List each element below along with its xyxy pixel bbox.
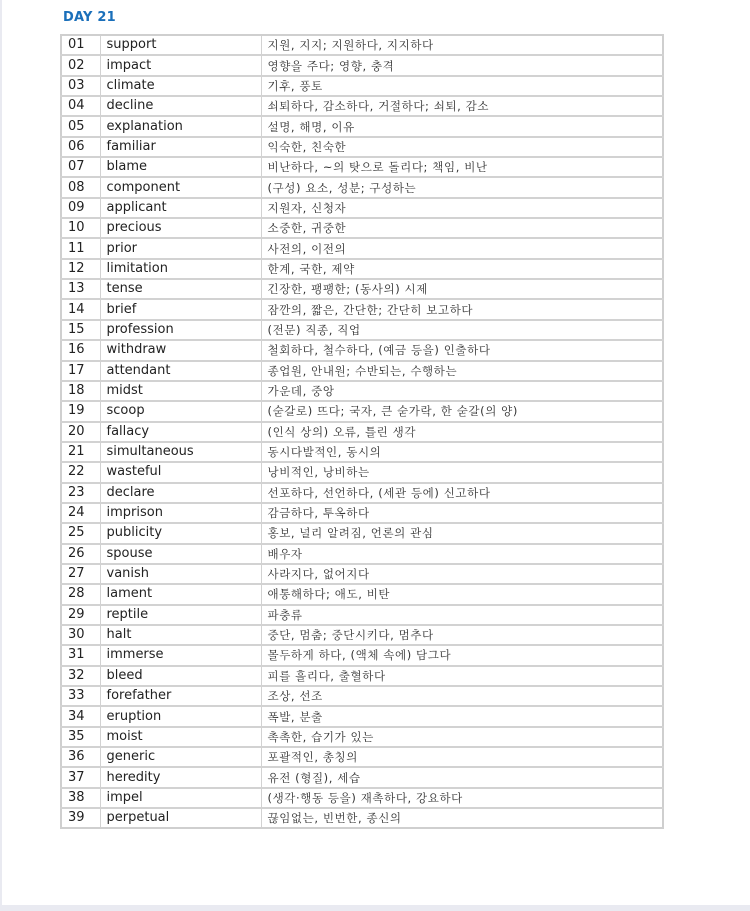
- korean-meaning: 낭비적인, 낭비하는: [261, 462, 663, 482]
- english-word: spouse: [100, 544, 261, 564]
- korean-meaning: 가운데, 중앙: [261, 381, 663, 401]
- korean-meaning: 포괄적인, 총칭의: [261, 747, 663, 767]
- korean-meaning: 사전의, 이전의: [261, 238, 663, 258]
- row-number: 35: [61, 727, 100, 747]
- row-number: 32: [61, 666, 100, 686]
- table-row: [61, 381, 663, 401]
- korean-meaning: 애통해하다; 애도, 비탄: [261, 584, 663, 604]
- table-row: [61, 137, 663, 157]
- row-number: 18: [61, 381, 100, 401]
- table-row: [61, 76, 663, 96]
- korean-meaning: 잠깐의, 짧은, 간단한; 간단히 보고하다: [261, 299, 663, 319]
- korean-meaning: 비난하다, ~의 탓으로 돌리다; 책임, 비난: [261, 157, 663, 177]
- row-number: 11: [61, 238, 100, 258]
- row-number: 05: [61, 116, 100, 136]
- korean-meaning: (숟갈로) 뜨다; 국자, 큰 숟가락, 한 숟갈(의 양): [261, 401, 663, 421]
- english-word: fallacy: [100, 422, 261, 442]
- table-row: [61, 35, 663, 55]
- row-number: 33: [61, 686, 100, 706]
- row-number: 21: [61, 442, 100, 462]
- korean-meaning: (구성) 요소, 성분; 구성하는: [261, 177, 663, 197]
- table-row: [61, 422, 663, 442]
- table-row: [61, 442, 663, 462]
- table-row: [61, 361, 663, 381]
- row-number: 31: [61, 645, 100, 665]
- korean-meaning: 지원자, 신청자: [261, 198, 663, 218]
- row-number: 34: [61, 706, 100, 726]
- korean-meaning: 영향을 주다; 영향, 충격: [261, 55, 663, 75]
- table-row: [61, 177, 663, 197]
- korean-meaning: 긴장한, 팽팽한; (동사의) 시제: [261, 279, 663, 299]
- row-number: 14: [61, 299, 100, 319]
- english-word: blame: [100, 157, 261, 177]
- table-row: [61, 483, 663, 503]
- korean-meaning: 한계, 국한, 제약: [261, 259, 663, 279]
- english-word: impel: [100, 788, 261, 808]
- english-word: vanish: [100, 564, 261, 584]
- korean-meaning: 폭발, 분출: [261, 706, 663, 726]
- row-number: 25: [61, 523, 100, 543]
- table-row: [61, 279, 663, 299]
- english-word: support: [100, 35, 261, 55]
- row-number: 07: [61, 157, 100, 177]
- english-word: scoop: [100, 401, 261, 421]
- korean-meaning: 조상, 선조: [261, 686, 663, 706]
- table-row: [61, 544, 663, 564]
- english-word: applicant: [100, 198, 261, 218]
- english-word: tense: [100, 279, 261, 299]
- english-word: heredity: [100, 767, 261, 787]
- english-word: midst: [100, 381, 261, 401]
- table-row: [61, 462, 663, 482]
- korean-meaning: 배우자: [261, 544, 663, 564]
- document-page: [2, 0, 750, 905]
- korean-meaning: 유전 (형질), 세습: [261, 767, 663, 787]
- korean-meaning: (생각·행동 등을) 재촉하다, 강요하다: [261, 788, 663, 808]
- row-number: 39: [61, 808, 100, 828]
- korean-meaning: 피를 흘리다, 출혈하다: [261, 666, 663, 686]
- row-number: 27: [61, 564, 100, 584]
- row-number: 09: [61, 198, 100, 218]
- row-number: 01: [61, 35, 100, 55]
- english-word: climate: [100, 76, 261, 96]
- table-row: [61, 767, 663, 787]
- table-row: [61, 523, 663, 543]
- korean-meaning: 파충류: [261, 605, 663, 625]
- table-row: [61, 238, 663, 258]
- english-word: imprison: [100, 503, 261, 523]
- table-row: [61, 727, 663, 747]
- table-row: [61, 218, 663, 238]
- table-row: [61, 666, 663, 686]
- english-word: profession: [100, 320, 261, 340]
- korean-meaning: 중단, 멈춤; 중단시키다, 멈추다: [261, 625, 663, 645]
- korean-meaning: 동시다발적인, 동시의: [261, 442, 663, 462]
- korean-meaning: 지원, 지지; 지원하다, 지지하다: [261, 35, 663, 55]
- korean-meaning: 철회하다, 철수하다, (예금 등을) 인출하다: [261, 340, 663, 360]
- english-word: lament: [100, 584, 261, 604]
- table-row: [61, 503, 663, 523]
- row-number: 04: [61, 96, 100, 116]
- english-word: wasteful: [100, 462, 261, 482]
- row-number: 16: [61, 340, 100, 360]
- table-row: [61, 96, 663, 116]
- english-word: forefather: [100, 686, 261, 706]
- table-row: [61, 706, 663, 726]
- english-word: component: [100, 177, 261, 197]
- row-number: 30: [61, 625, 100, 645]
- english-word: brief: [100, 299, 261, 319]
- row-number: 24: [61, 503, 100, 523]
- table-row: [61, 116, 663, 136]
- korean-meaning: (인식 상의) 오류, 틀린 생각: [261, 422, 663, 442]
- day-heading: DAY 21: [63, 10, 116, 25]
- row-number: 36: [61, 747, 100, 767]
- english-word: withdraw: [100, 340, 261, 360]
- korean-meaning: 감금하다, 투옥하다: [261, 503, 663, 523]
- table-row: [61, 55, 663, 75]
- english-word: publicity: [100, 523, 261, 543]
- korean-meaning: 선포하다, 선언하다, (세관 등에) 신고하다: [261, 483, 663, 503]
- row-number: 13: [61, 279, 100, 299]
- table-row: [61, 645, 663, 665]
- english-word: familiar: [100, 137, 261, 157]
- row-number: 15: [61, 320, 100, 340]
- korean-meaning: 기후, 풍토: [261, 76, 663, 96]
- korean-meaning: 홍보, 널리 알려짐, 언론의 관심: [261, 523, 663, 543]
- row-number: 23: [61, 483, 100, 503]
- korean-meaning: 설명, 해명, 이유: [261, 116, 663, 136]
- korean-meaning: (전문) 직종, 직업: [261, 320, 663, 340]
- table-row: [61, 320, 663, 340]
- row-number: 10: [61, 218, 100, 238]
- table-row: [61, 401, 663, 421]
- table-row: [61, 157, 663, 177]
- row-number: 22: [61, 462, 100, 482]
- table-row: [61, 788, 663, 808]
- english-word: precious: [100, 218, 261, 238]
- english-word: attendant: [100, 361, 261, 381]
- table-row: [61, 564, 663, 584]
- row-number: 20: [61, 422, 100, 442]
- english-word: explanation: [100, 116, 261, 136]
- table-row: [61, 198, 663, 218]
- row-number: 19: [61, 401, 100, 421]
- vocabulary-table-body: [61, 35, 663, 828]
- row-number: 08: [61, 177, 100, 197]
- english-word: simultaneous: [100, 442, 261, 462]
- english-word: perpetual: [100, 808, 261, 828]
- korean-meaning: 익숙한, 친숙한: [261, 137, 663, 157]
- english-word: generic: [100, 747, 261, 767]
- table-row: [61, 584, 663, 604]
- table-row: [61, 299, 663, 319]
- english-word: impact: [100, 55, 261, 75]
- row-number: 37: [61, 767, 100, 787]
- english-word: reptile: [100, 605, 261, 625]
- english-word: limitation: [100, 259, 261, 279]
- row-number: 02: [61, 55, 100, 75]
- row-number: 06: [61, 137, 100, 157]
- english-word: immerse: [100, 645, 261, 665]
- row-number: 12: [61, 259, 100, 279]
- vocabulary-table: [60, 34, 664, 829]
- table-row: [61, 686, 663, 706]
- korean-meaning: 사라지다, 없어지다: [261, 564, 663, 584]
- table-row: [61, 808, 663, 828]
- korean-meaning: 종업원, 안내원; 수반되는, 수행하는: [261, 361, 663, 381]
- table-row: [61, 340, 663, 360]
- english-word: declare: [100, 483, 261, 503]
- row-number: 03: [61, 76, 100, 96]
- english-word: halt: [100, 625, 261, 645]
- row-number: 38: [61, 788, 100, 808]
- english-word: prior: [100, 238, 261, 258]
- korean-meaning: 몰두하게 하다, (액체 속에) 담그다: [261, 645, 663, 665]
- table-row: [61, 605, 663, 625]
- english-word: decline: [100, 96, 261, 116]
- korean-meaning: 촉촉한, 습기가 있는: [261, 727, 663, 747]
- english-word: moist: [100, 727, 261, 747]
- row-number: 28: [61, 584, 100, 604]
- row-number: 17: [61, 361, 100, 381]
- row-number: 29: [61, 605, 100, 625]
- table-row: [61, 259, 663, 279]
- table-row: [61, 747, 663, 767]
- table-row: [61, 625, 663, 645]
- english-word: bleed: [100, 666, 261, 686]
- korean-meaning: 끊임없는, 빈번한, 종신의: [261, 808, 663, 828]
- row-number: 26: [61, 544, 100, 564]
- korean-meaning: 소중한, 귀중한: [261, 218, 663, 238]
- english-word: eruption: [100, 706, 261, 726]
- korean-meaning: 쇠퇴하다, 감소하다, 거절하다; 쇠퇴, 감소: [261, 96, 663, 116]
